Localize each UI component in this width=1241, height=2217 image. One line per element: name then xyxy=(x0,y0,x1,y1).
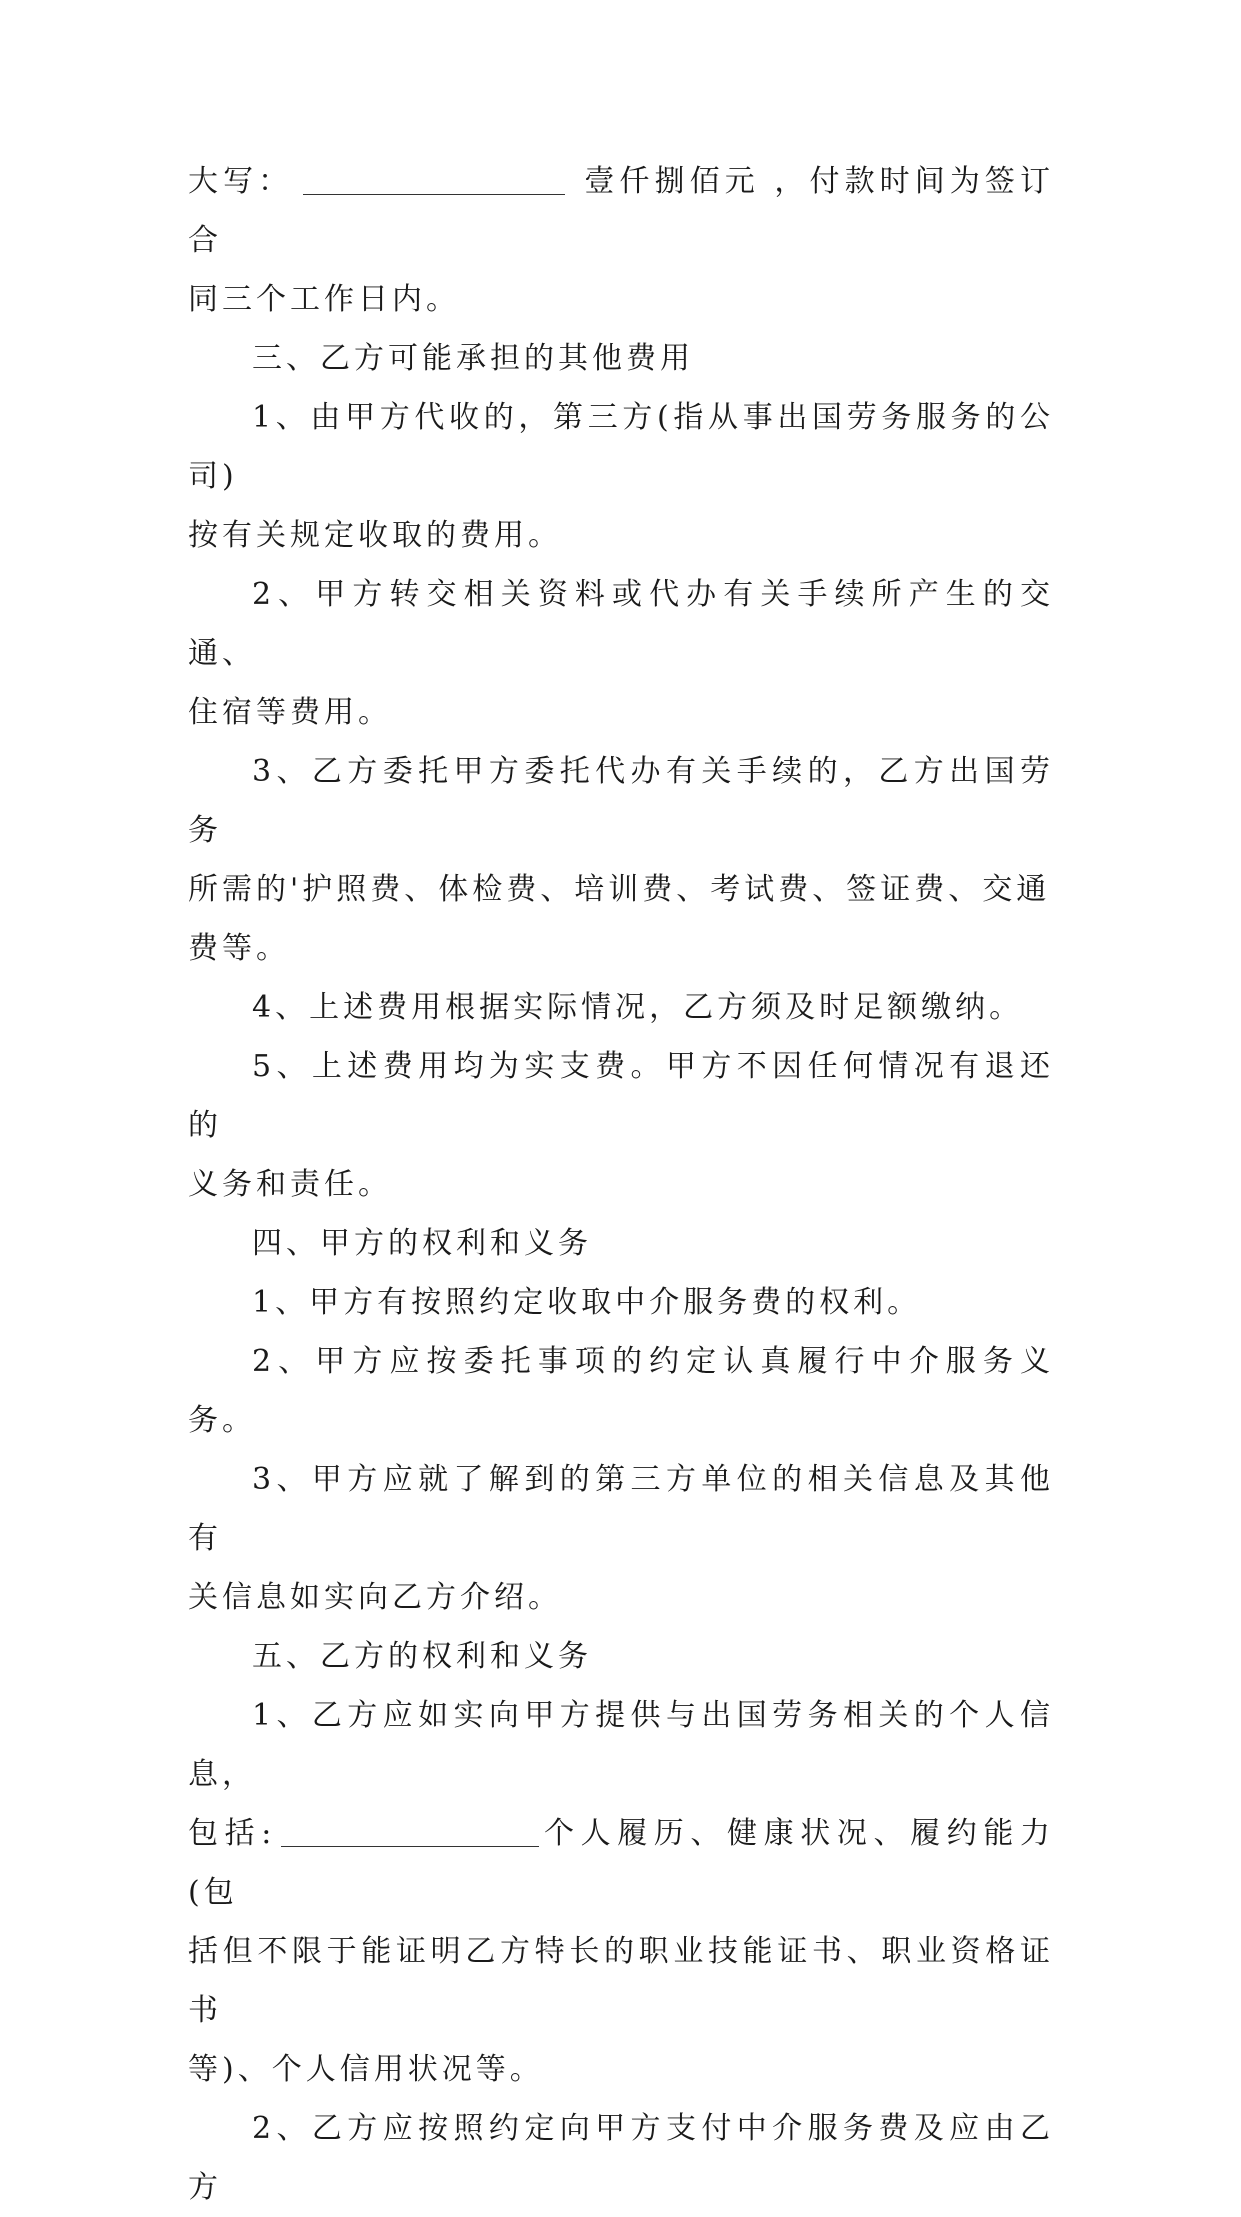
clause-4-3-line-2: 关信息如实向乙方介绍。 xyxy=(188,1580,562,1615)
clause-3-5-line-2: 义务和责任。 xyxy=(188,1167,392,1202)
section-heading-5: 五、乙方的权利和义务 xyxy=(252,1639,592,1674)
includes-list: 个人履历、健康状况、履约能力(包 xyxy=(188,1816,1054,1910)
clause-3-4: 4、上述费用根据实际情况，乙方须及时足额缴纳。 xyxy=(252,990,1024,1025)
clause-3-1-line-2: 按有关规定收取的费用。 xyxy=(188,518,562,553)
clause-5-2: 2、乙方应按照约定向甲方支付中介服务费及应由乙方 xyxy=(188,2111,1054,2205)
clause-4-3-line-1: 3、甲方应就了解到的第三方单位的相关信息及其他有 xyxy=(188,1462,1054,1556)
section-heading-4: 四、甲方的权利和义务 xyxy=(252,1226,592,1261)
clause-3-1-line-1: 1、由甲方代收的，第三方(指从事出国劳务服务的公司) xyxy=(188,400,1054,494)
amount-blank xyxy=(303,164,565,195)
clause-3-3-line-1: 3、乙方委托甲方委托代办有关手续的，乙方出国劳务 xyxy=(188,754,1054,848)
includes-label: 包括: xyxy=(188,1816,276,1851)
clause-3-5-line-1: 5、上述费用均为实支费。甲方不因任何情况有退还的 xyxy=(188,1049,1054,1143)
payment-line-1 xyxy=(188,152,1054,270)
clause-4-1: 1、甲方有按照约定收取中介服务费的权利。 xyxy=(252,1285,922,1320)
amount-label: 大写： xyxy=(188,164,294,199)
clause-3-2-line-2: 住宿等费用。 xyxy=(188,695,392,730)
amount-value: 壹仟捌佰元 xyxy=(583,164,760,199)
clause-4-2: 2、甲方应按委托事项的约定认真履行中介服务义务。 xyxy=(188,1344,1054,1438)
payment-line-2: 同三个工作日内。 xyxy=(188,282,460,317)
document-page xyxy=(188,152,1054,2217)
clause-3-3 xyxy=(188,742,1054,978)
clause-3-3-line-2: 所需的'护照费、体检费、培训费、考试费、签证费、交通 xyxy=(188,872,1051,907)
clause-3-5 xyxy=(188,1037,1054,1214)
info-blank xyxy=(281,1816,539,1847)
clause-3-2 xyxy=(188,565,1054,742)
section-heading-3: 三、乙方可能承担的其他费用 xyxy=(252,341,694,376)
clause-5-1-line-3: 括但不限于能证明乙方特长的职业技能证书、职业资格证书 xyxy=(188,1934,1054,2028)
payment-terms: ，付款时间为签订合 xyxy=(188,164,1055,258)
clause-5-1-line-1: 1、乙方应如实向甲方提供与出国劳务相关的个人信息， xyxy=(188,1698,1054,1792)
clause-5-1-line-2 xyxy=(188,1804,1054,1922)
clause-5-1-line-4: 等)、个人信用状况等。 xyxy=(188,2052,544,2087)
clause-5-1 xyxy=(188,1686,1054,2099)
clause-3-3-line-3: 费等。 xyxy=(188,931,290,966)
clause-4-3 xyxy=(188,1450,1054,1627)
payment-paragraph xyxy=(188,152,1054,329)
clause-3-1 xyxy=(188,388,1054,565)
clause-3-2-line-1: 2、甲方转交相关资料或代办有关手续所产生的交通、 xyxy=(188,577,1054,671)
